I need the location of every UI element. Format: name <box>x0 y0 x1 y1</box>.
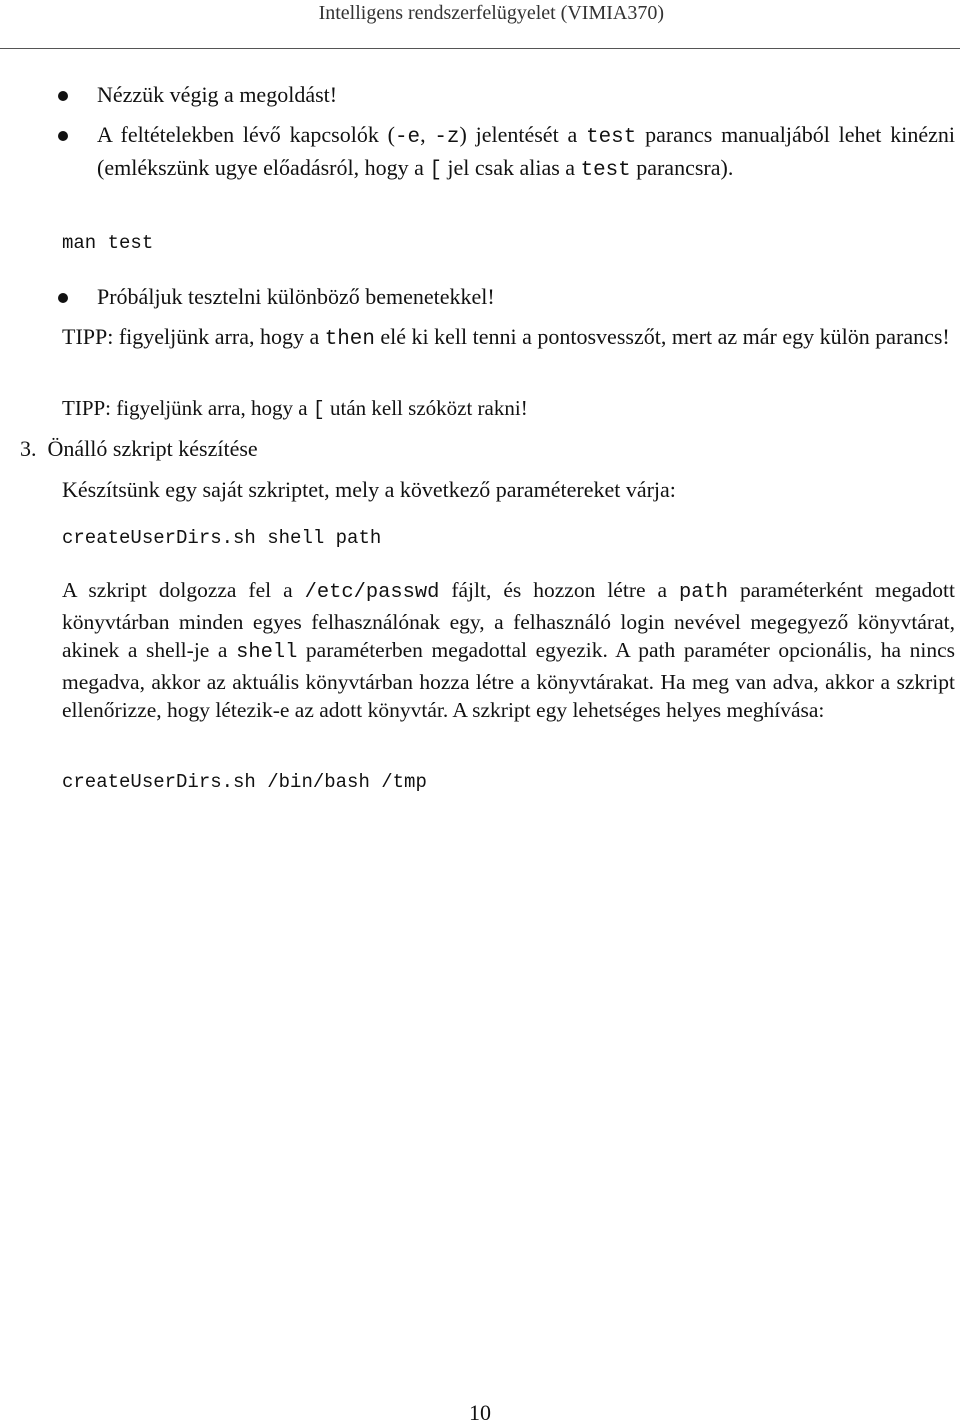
inline-code: path <box>679 581 729 604</box>
text-run: ) jelentését a <box>459 122 587 147</box>
description-paragraph <box>62 576 955 725</box>
header-title: Intelligens rendszerfelügyelet (VIMIA370) <box>318 2 664 24</box>
tip-bracket-space <box>62 393 955 425</box>
bullet-item-test-inputs: Próbáljuk tesztelni különböző bemenetekkel! <box>97 284 495 309</box>
tip-then-semicolon <box>62 322 955 355</box>
inline-code: [ <box>312 398 325 421</box>
page-number: 10 <box>469 1400 491 1425</box>
code-usage: createUserDirs.sh shell path <box>62 527 382 549</box>
text-run: A feltételekben lévő kapcsolók ( <box>97 122 395 147</box>
bullet-dot <box>58 131 68 141</box>
inline-code: test <box>586 126 637 149</box>
text-run: után kell szóközt rakni! <box>324 396 528 420</box>
page-header <box>0 0 960 49</box>
inline-code: shell <box>236 641 298 664</box>
intro-text: Készítsünk egy saját szkriptet, mely a következő paramétereket várja: <box>62 477 676 502</box>
inline-code: -e <box>394 126 421 149</box>
bullet-item-review: Nézzük végig a megoldást! <box>97 82 338 107</box>
text-run: parancsra). <box>630 155 734 180</box>
section-title: Önálló szkript készítése <box>47 436 258 461</box>
text-run: jel csak alias a <box>441 155 581 180</box>
bullet-dot <box>58 293 68 303</box>
text-run: paraméterben megadottal egyezik. A path paraméter opcionális, ha nincs megadva, akkor az aktuális könyvtárban hozza létre a könyvtárakat. Ha meg van adva, akkor a szkript ellenőrizze, hogy létezik-e az adott könyvtár. A szkript egy lehetséges helyes meghívása: <box>62 638 955 722</box>
text-run: elé ki kell tenni a pontosvesszőt, mert az már egy külön parancs! <box>374 324 950 349</box>
inline-code: then <box>324 328 375 351</box>
text-run: , <box>420 122 435 147</box>
section-number: 3. <box>20 436 37 461</box>
text-run: TIPP: figyeljünk arra, hogy a <box>62 324 325 349</box>
text-run: parancs manualjából lehet kinézni (emlékszünk ugye előadásról, hogy a <box>97 122 955 180</box>
bullet-dot <box>58 91 68 101</box>
code-man-test: man test <box>62 232 154 254</box>
inline-code: test <box>580 159 631 182</box>
section-heading <box>20 434 258 464</box>
text-run: TIPP: figyeljünk arra, hogy a <box>62 396 313 420</box>
text-run: fájlt, és hozzon létre a <box>439 578 680 602</box>
text-run: paraméterként megadott könyvtárban minden egyes felhasználónak egy, a felhasználó login nevével megegyező könyvtárat, akinek a shell-je a <box>62 578 955 662</box>
inline-code: [ <box>429 159 442 182</box>
inline-code: /etc/passwd <box>304 581 440 604</box>
text-run: A szkript dolgozza fel a <box>62 578 305 602</box>
inline-code: -z <box>434 126 460 149</box>
bullet-item-switches <box>97 120 955 186</box>
code-example: createUserDirs.sh /bin/bash /tmp <box>62 771 427 793</box>
